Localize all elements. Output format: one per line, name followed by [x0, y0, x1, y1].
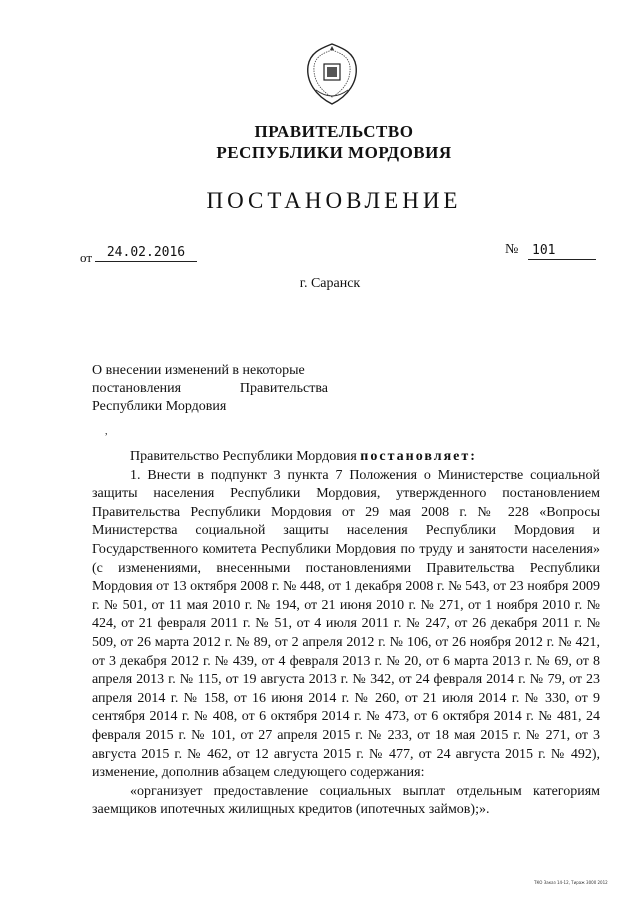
intro-keyword: постановляет:: [360, 449, 477, 464]
document-date: 24.02.2016: [95, 244, 197, 262]
stray-mark: ,: [105, 426, 108, 437]
intro-text: Правительство Республики Мордовия: [130, 449, 361, 464]
coat-of-arms-emblem: [302, 42, 362, 106]
intro-paragraph: [92, 448, 600, 467]
subject-line3: Республики Мордовия: [92, 399, 227, 414]
number-prefix: №: [505, 242, 519, 257]
print-footer-mark: ТКО Заказ 14-12, Тираж 3000 2012: [534, 880, 608, 885]
date-prefix: от: [80, 250, 93, 265]
issue-city: г. Саранск: [299, 276, 361, 291]
subject-line2-part-b: Правительства: [239, 381, 328, 396]
quote-paragraph: «организует предоставление социальных выплат отдельным категориям заемщиков ипотечных жилищных кредитов (ипотечных займов);».: [92, 783, 600, 818]
item-1-paragraph: 1. Внести в подпункт 3 пункта 7 Положения о Министерстве социальной защиты населения Республики Мордовия, утвержденного постановлением Правительства Республики Мордовия от 29 мая 2008 г. № 228 «Вопросы Министерства социальной защиты населения Республики Мордовия и Государственного комитета Республики Мордовия по труду и занятости населения» (с изменениями, внесенными постановлениями Правительства Республики Мордовия от 13 октября 2008 г. № 448, от 1 декабря 2008 г. № 543, от 23 ноября 2009 г. № 501, от 11 мая 2010 г. № 194, от 21 июня 2010 г. № 271, от 1 ноября 2010 г. № 424, от 21 февраля 2011 г. № 51, от 4 июля 2011 г. № 247, от 26 декабря 2011 г. № 509, от 26 марта 2012 г. № 89, от 2 апреля 2012 г. № 106, от 26 ноября 2012 г. № 421, от 3 декабря 2012 г. № 439, от 4 февраля 2013 г. № 20, от 6 марта 2013 г. № 69, от 8 апреля 2013 г. № 115, от 19 августа 2013 г. № 342, от 24 февраля 2014 г. № 79, от 23 апреля 2014 г. № 158, от 16 июня 2014 г. № 260, от 21 июля 2014 г. № 330, от 9 сентября 2014 г. № 408, от 6 октября 2014 г. № 473, от 6 октября 2014 г. № 481, 24 февраля 2015 г. № 101, от 27 апреля 2015 г. № 233, от 18 мая 2015 г. № 271, от 3 августа 2015 г. № 462, от 12 августа 2015 г. № 477, от 24 августа 2015 г. № 492), изменение, дополнив абзацем следующего содержания:: [92, 467, 600, 781]
org-name-line1: ПРАВИТЕЛЬСТВО: [254, 122, 414, 141]
document-body: [92, 448, 600, 820]
subject-line2: [92, 380, 328, 398]
subject-line2-part-a: постановления: [92, 381, 182, 396]
org-name-line2: РЕСПУБЛИКИ МОРДОВИЯ: [216, 143, 452, 162]
document-type-title: ПОСТАНОВЛЕНИЕ: [206, 188, 462, 213]
subject-line1: О внесении изменений в некоторые: [92, 363, 305, 378]
document-number: 101: [528, 242, 596, 260]
